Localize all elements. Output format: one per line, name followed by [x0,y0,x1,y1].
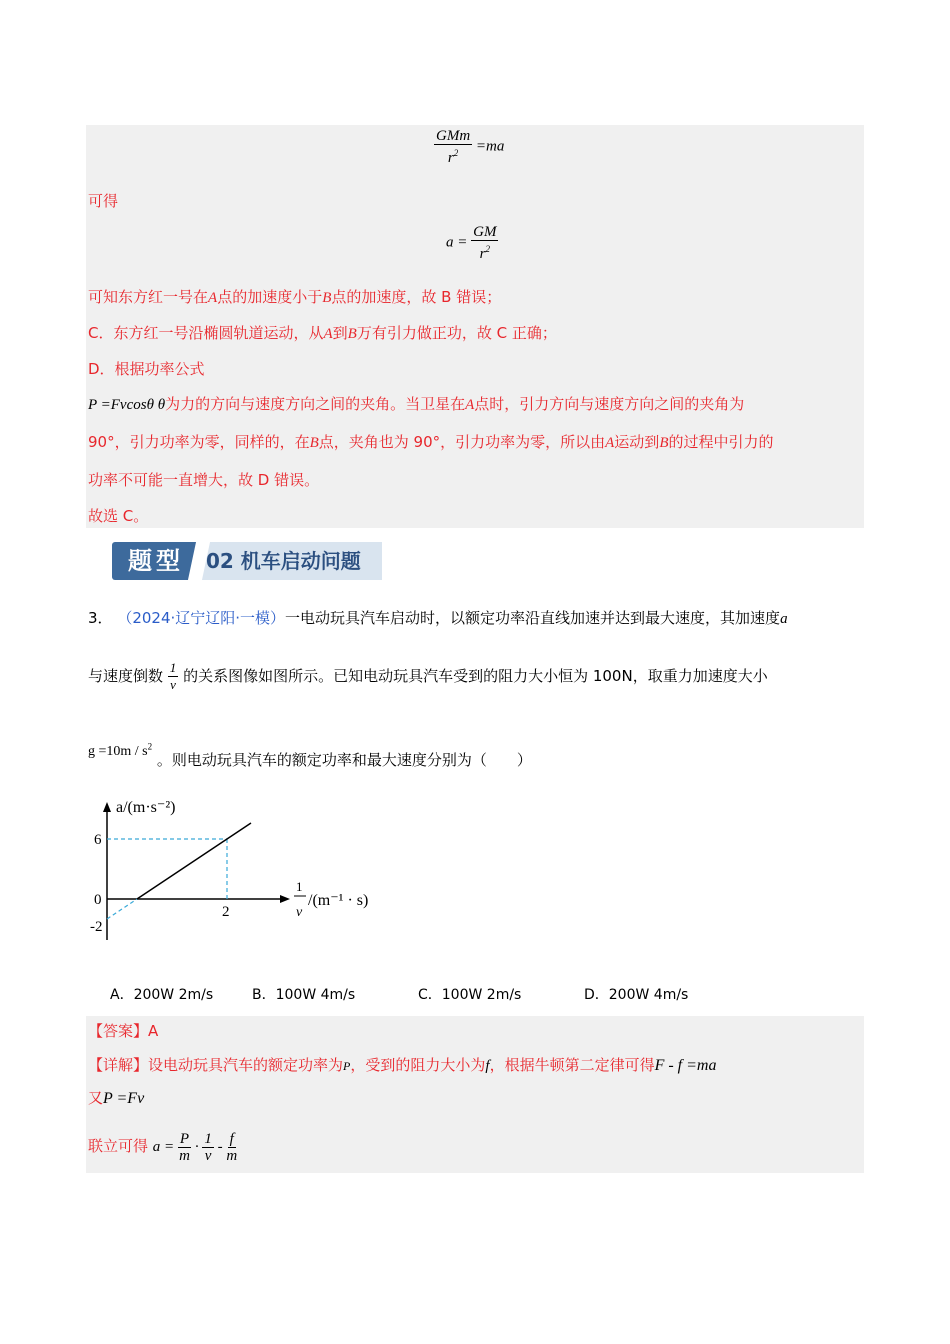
choice-a[interactable]: A．200W 2m/s [110,987,214,1003]
y-tick-label-neg2: -2 [90,919,103,935]
dashed-guide-2 [107,899,137,919]
x-axis-label-num: 1 [296,879,303,894]
chart-a-vs-inverse-v [84,790,384,950]
question-line-3: $g =10m / s^2$ 。则电动玩具汽车的额定功率和最大速度分别为（ ） [88,741,532,769]
series-line-0 [137,823,251,899]
question-number: 3． [88,609,113,627]
y-tick-label-0: 0 [94,892,102,908]
equation-gravity: $\frac{\text{GMm}}{r^2}$ =ma [436,128,505,166]
text-power-formula-line: P =Fvcosθ θ为力的方向与速度方向之间的夹角。当卫星在A点时，引力方向与速度方向之间的夹角为 [88,395,745,413]
text-90-degree-line: 90°，引力功率为零，同样的，在B点，夹角也为 90°，引力功率为零，所以由A运动到B的过程中引力的 [88,433,774,451]
question-line-2: 与速度倒数 $\frac{1}{v}$ 的关系图像如图所示。已知电动玩具汽车受到的阻力大小恒为 100N，取重力加速度大小 [88,660,768,692]
y-axis-arrow [103,802,111,812]
x-axis-label-unit: /(m⁻¹ · s) [308,892,369,909]
question-source: （2024·辽宁辽阳·一模） [117,609,286,627]
text-option-d-intro: D．根据功率公式 [88,360,205,378]
answer-detail-line: 【详解】设电动玩具汽车的额定功率为P，受到的阻力大小为f，根据牛顿第二定律可得F - f =ma [88,1056,717,1074]
text-choose-c: 故选 C。 [88,507,149,525]
answer-final-line: 联立可得 a = $\frac{P}{m}$ · $\frac{1}{v}$ - $\frac{f}{m}$ [88,1131,238,1165]
text-kede: 可得 [88,192,119,210]
choice-b[interactable]: B．100W 4m/s [252,987,356,1003]
answer-label: 【答案】A [88,1022,159,1040]
x-axis-label-den: v [296,905,303,920]
y-axis-label: a/(m·s⁻²) [116,799,176,816]
section-title: 02 机车启动问题 [206,549,361,573]
text-option-c-reasoning: C．东方红一号沿椭圆轨道运动，从A到B万有引力做正功，故 C 正确； [88,324,557,342]
section-banner [112,542,382,580]
answer-power-line: 又P =Fv [88,1089,145,1107]
choice-c[interactable]: C．100W 2m/s [418,987,522,1003]
choice-d[interactable]: D．200W 4m/s [584,987,689,1003]
banner-tag: 题型 [112,542,200,580]
text-option-b-reasoning: 可知东方红一号在A点的加速度小于B点的加速度，故 B 错误； [88,288,502,306]
text-power-conclusion: 功率不可能一直增大，故 D 错误。 [88,471,320,489]
x-tick-label: 2 [222,904,230,920]
y-tick-label-6: 6 [94,832,102,848]
equation-acceleration: a = $\frac{GM}{r^2}$ [446,224,497,262]
question-line-1: 3． （2024·辽宁辽阳·一模）一电动玩具汽车启动时，以额定功率沿直线加速并达到最大速度，其加速度a [88,609,788,627]
x-axis-arrow [280,895,290,903]
